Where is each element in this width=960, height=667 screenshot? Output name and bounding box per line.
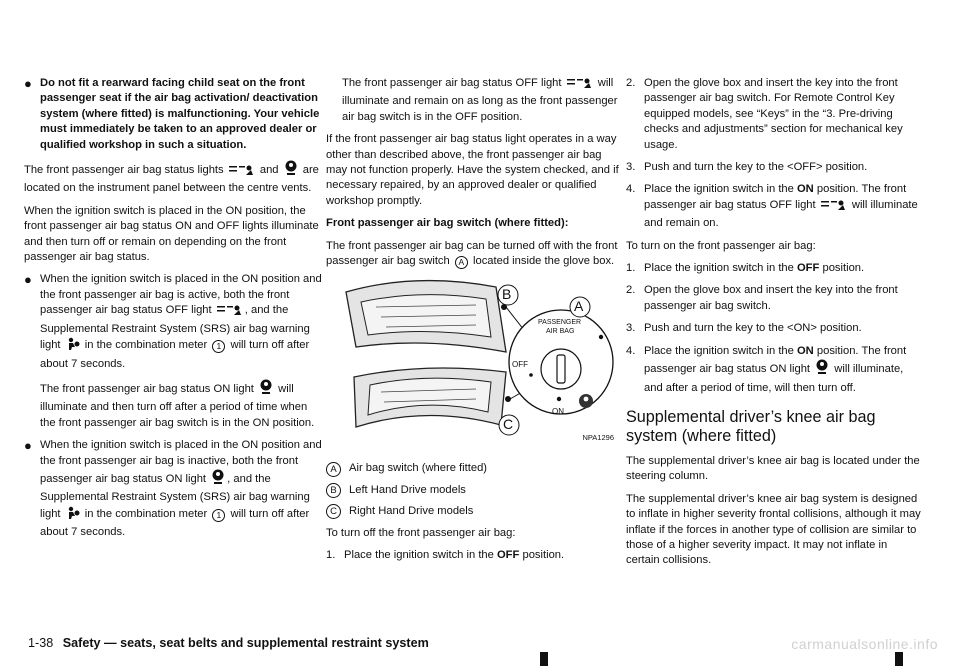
airbag-on-status-icon xyxy=(259,379,273,400)
column-right xyxy=(626,76,922,576)
legend-item xyxy=(326,504,622,519)
knee-airbag-paragraph-1: The supplemental driver’s knee air bag is located under the steering column. xyxy=(626,454,920,483)
figure-label-c: C xyxy=(503,416,514,433)
figure-passenger-text: PASSENGER xyxy=(538,319,582,327)
off-step-1: 1. Place the ignition switch in the OFF position. xyxy=(326,549,565,562)
figure-label-b: B xyxy=(502,286,512,303)
legend-key: A xyxy=(326,462,341,477)
switch-paragraph: The front passenger air bag can be turned off with the front passenger air bag switch A located inside the glove box. xyxy=(326,239,618,268)
on-light-paragraph: The front passenger air bag status ON light will illuminate and then turn off after a period of time when the front passenger air bag switch is in the ON position. xyxy=(40,379,322,431)
crop-mark xyxy=(895,652,903,666)
bullet-dot: ● xyxy=(24,272,32,288)
legend-text: Right Hand Drive models xyxy=(349,505,474,518)
on-step-1: 1. Place the ignition switch in the OFF position. xyxy=(626,262,865,275)
inactive-bullet: ● When the ignition switch is placed in the ON position and the front passenger air bag is inactive, both the front passenger air bag status ON light , and the Supplemental Restraint System (SRS) air bag warning light in the combination meter 1 will turn off after about 7 seconds. xyxy=(24,438,322,540)
srs-warning-icon xyxy=(66,506,80,525)
figure-label-a: A xyxy=(574,298,584,315)
legend-key: B xyxy=(326,483,341,498)
turn-off-intro: To turn off the front passenger air bag: xyxy=(326,526,516,539)
callout-1: 1 xyxy=(212,509,225,522)
airbag-on-status-icon xyxy=(284,160,298,181)
airbag-off-status-icon xyxy=(217,304,243,321)
figure-legend xyxy=(326,461,622,519)
off-step-4: 4. Place the ignition switch in the ON position. The front passenger air bag status OFF light will illuminate and remain on. xyxy=(626,183,918,230)
figure-airbag-text: AIR BAG xyxy=(546,328,575,336)
turn-on-intro: To turn on the front passenger air bag: xyxy=(626,239,816,252)
watermark: carmanualsonline.info xyxy=(791,636,938,652)
legend-item xyxy=(326,483,622,498)
knee-airbag-paragraph-2: The supplemental driver’s knee air bag system is designed to inflate in higher severity frontal collisions, although it may inflate if the forces in another type of collision are similar to those of a higher severity impact. It may not inflate in certain collisions. xyxy=(626,492,921,567)
airbag-off-status-icon xyxy=(567,77,593,94)
bullet-dot: ● xyxy=(24,76,32,91)
off-step: 2. Open the glove box and insert the key into the front passenger air bag switch. For Remote Control Key equipped models, see “Keys” in the “3. Pre-driving checks and adjustments” section for mechanical key usage. xyxy=(626,77,903,151)
chapter-title: Safety — seats, seat belts and supplemental restraint system xyxy=(62,636,429,650)
legend-key: C xyxy=(326,504,341,519)
column-left xyxy=(24,76,322,548)
figure-code: NPA1296 xyxy=(582,433,614,443)
callout-a: A xyxy=(455,256,468,269)
figure-on-text: ON xyxy=(552,407,564,417)
page-footer xyxy=(28,636,429,650)
active-bullet: ● When the ignition switch is placed in the ON position and the front passenger air bag is active, both the front passenger air bag status OFF light , and the Supplemental Restraint System (SRS) air bag warning light in the combination meter 1 will turn off after about 7 seconds. xyxy=(24,272,322,371)
crop-mark xyxy=(540,652,548,666)
off-step: 3. Push and turn the key to the <OFF> position. xyxy=(626,161,868,174)
callout-1: 1 xyxy=(212,340,225,353)
airbag-off-status-icon xyxy=(821,199,847,216)
warning-text: Do not fit a rearward facing child seat on the front passenger seat if the air bag activation/ deactivation system (where fitted) is malfunctioning. Your vehicle must immediately be taken to an approved dealer or qualified workshop in such a situation. xyxy=(40,77,320,151)
on-step: 3. Push and turn the key to the <ON> position. xyxy=(626,322,862,335)
airbag-on-status-icon xyxy=(815,359,829,380)
knee-airbag-heading: Supplemental driver’s knee air bag system (where fitted) xyxy=(626,407,876,445)
on-step-4: 4. Place the ignition switch in the ON position. The front passenger air bag status ON light will illuminate, and after a period of time, will then turn off. xyxy=(626,344,907,394)
switch-heading: Front passenger air bag switch (where fitted): xyxy=(326,217,569,230)
bullet-dot: ● xyxy=(24,438,32,454)
airbag-switch-figure xyxy=(326,277,620,447)
figure-off-text: OFF xyxy=(512,360,528,370)
page-number: 1-38 xyxy=(28,636,54,650)
on-step: 2. Open the glove box and insert the key into the front passenger air bag switch. xyxy=(626,284,898,312)
off-light-paragraph: The front passenger air bag status OFF light will illuminate and remain on as long as the front passenger air bag switch is in the OFF position. xyxy=(342,77,618,123)
column-middle xyxy=(326,76,622,571)
warning-bullet xyxy=(24,76,322,153)
malfunction-paragraph: If the front passenger air bag status light operates in a way other than described above, the front passenger air bag may not function properly. Have the system checked, and if necessary repaired, by an approved dealer or qualified workshop promptly. xyxy=(326,133,619,207)
legend-text: Air bag switch (where fitted) xyxy=(349,462,488,475)
airbag-on-status-icon xyxy=(211,469,225,490)
status-lights-paragraph: The front passenger air bag status lights and are located on the instrument panel between the centre vents. xyxy=(24,160,322,197)
airbag-off-status-icon xyxy=(229,164,255,181)
legend-item xyxy=(326,461,622,476)
srs-warning-icon xyxy=(66,337,80,356)
legend-text: Left Hand Drive models xyxy=(349,483,466,496)
ignition-paragraph: When the ignition switch is placed in the ON position, the front passenger air bag status ON and OFF lights illuminate and then turn off or remain on depending on the front passenger air bag status. xyxy=(24,204,319,264)
